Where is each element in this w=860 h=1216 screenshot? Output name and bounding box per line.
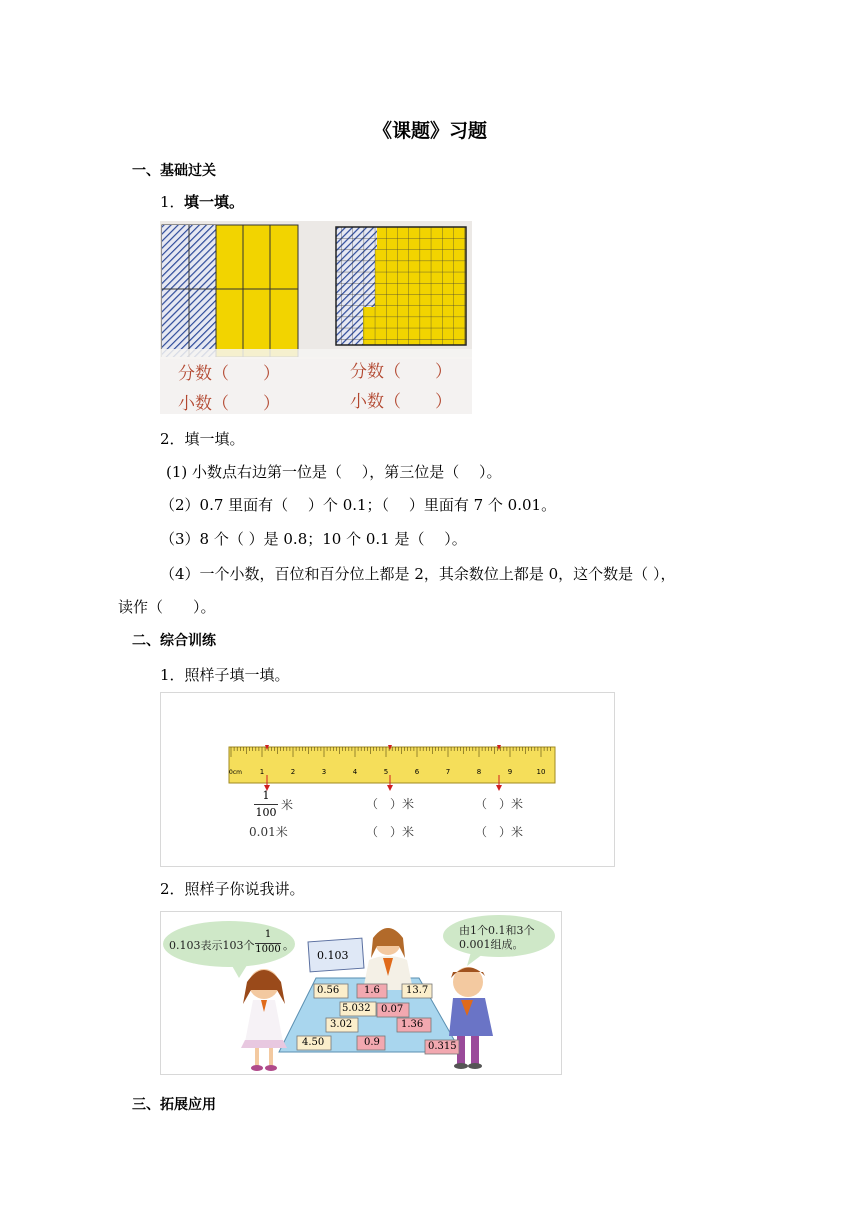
tile-label: 5.032 (342, 1003, 371, 1014)
example-fraction-numerator: 1 (262, 789, 270, 802)
girl-figure (241, 969, 287, 1071)
left-bubble-numerator: 1 (264, 929, 272, 940)
section-heading-training: 二、综合训练 (132, 633, 216, 649)
ruler-tick-label: 5 (383, 768, 389, 776)
tile-label: 0.315 (428, 1041, 457, 1052)
tile-label: 3.02 (330, 1019, 353, 1030)
left-bubble-text: 0.103表示103个 (169, 939, 255, 952)
right-bubble-line2: 0.001组成。 (459, 938, 524, 951)
ruler-tick-label: 2 (290, 768, 296, 776)
example-fraction-bar (254, 804, 278, 805)
ruler-svg (161, 693, 614, 866)
talk-figure (160, 911, 562, 1075)
tile-label: 0.9 (364, 1037, 380, 1048)
ruler-figure (160, 692, 615, 867)
blank-decimal-middle: （ ）米 (366, 825, 415, 839)
ruler-tick-label: 3 (321, 768, 327, 776)
section-heading-basics: 一、基础过关 (132, 163, 216, 179)
tile-label: 1.36 (401, 1019, 424, 1030)
question-2-2: （2）0.7 里面有（ ）个 0.1；（ ）里面有 7 个 0.01。 (160, 496, 557, 514)
blank-decimal-right: （ ）米 (475, 825, 524, 839)
example-decimal: 0.01米 (249, 825, 288, 839)
question-2-4: （4）一个小数，百位和百分位上都是 2，其余数位上都是 0，这个数是（ ）， (160, 565, 676, 583)
ruler-tick-label: 10 (536, 768, 546, 776)
tenths-grid (162, 225, 298, 357)
question-2-1: (1) 小数点右边第一位是（ ），第三位是（ ）。 (166, 463, 502, 481)
tile-label: 0.56 (317, 985, 340, 996)
ruler-tick-label: 6 (414, 768, 420, 776)
right-decimal-label: 小数（ ） (350, 392, 452, 412)
fraction-grid-figure (160, 221, 472, 414)
page-title: 《课题》习题 (372, 120, 487, 142)
example-unit: 米 (281, 798, 294, 812)
left-fraction-label: 分数（ ） (178, 364, 280, 384)
ruler-tick-label: 7 (445, 768, 451, 776)
blank-fraction-middle: （ ）米 (366, 797, 415, 811)
left-bubble-denominator: 1000 (255, 944, 281, 955)
right-bubble-line1: 由1个0.1和3个 (459, 924, 535, 937)
question-1-number: 1． (160, 193, 185, 211)
question-2: 2．填一填。 (160, 430, 245, 448)
card-number: 0.103 (317, 949, 349, 962)
ruler-body (229, 747, 555, 783)
ruler-arrow-head (387, 785, 393, 791)
hundredths-grid (336, 227, 466, 345)
ruler-arrow-head (496, 785, 502, 791)
question-1-text: 填一填。 (184, 193, 245, 211)
tile-label: 0.07 (381, 1004, 404, 1015)
ruler-tick-label: 4 (352, 768, 358, 776)
ruler-tick-label: 8 (476, 768, 482, 776)
question-2-section-1: 1．照样子填一填。 (160, 666, 290, 684)
question-2-3: （3）8 个（ ）是 0.8；10 个 0.1 是（ ）。 (160, 530, 467, 548)
ruler-tick-label: 1 (259, 768, 265, 776)
fraction-grid-svg (160, 221, 472, 414)
tile-label: 13.7 (406, 985, 429, 996)
ruler-tick-label: 9 (507, 768, 513, 776)
question-2-4-continued: 读作（ ）。 (118, 598, 216, 616)
tile-label: 4.50 (302, 1037, 325, 1048)
tile-label: 1.6 (364, 985, 380, 996)
teacher-figure (363, 928, 413, 990)
right-fraction-label: 分数（ ） (350, 362, 452, 382)
left-decimal-label: 小数（ ） (178, 394, 280, 414)
example-fraction-denominator: 100 (255, 806, 277, 819)
left-bubble-end: 。 (283, 939, 294, 952)
question-2-section-2: 2．照样子你说我讲。 (160, 880, 305, 898)
blank-fraction-right: （ ）米 (475, 797, 524, 811)
ruler-unit-label: 0cm (229, 769, 242, 776)
section-heading-extension: 三、拓展应用 (132, 1097, 216, 1113)
